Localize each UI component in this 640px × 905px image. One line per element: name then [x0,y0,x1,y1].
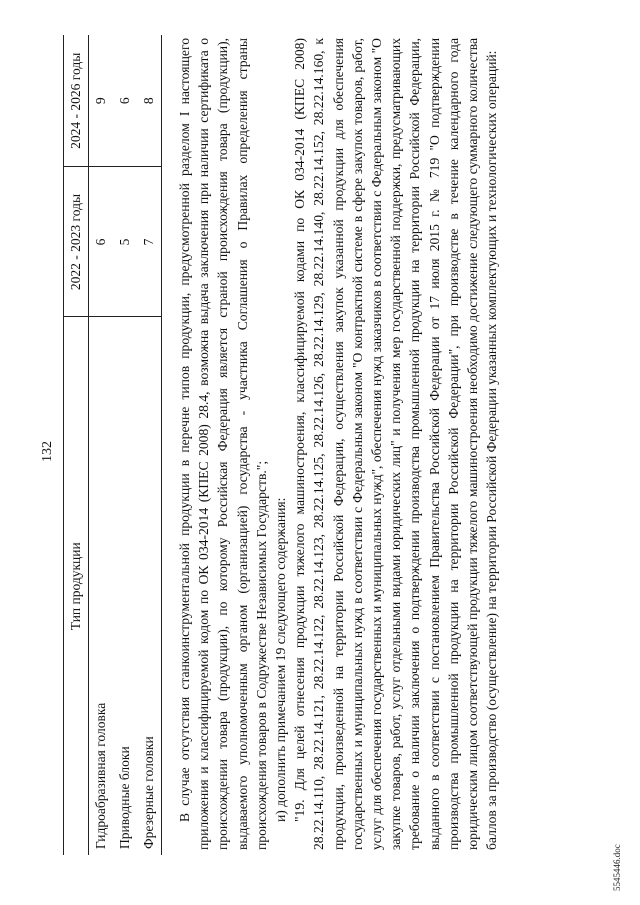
table-header-row [64,35,89,855]
score-2022-2023: 7 [137,167,162,317]
product-name: Фрезерные головки [137,317,162,855]
page-number: 132 [40,441,55,462]
header-2022-2023: 2022 - 2023 годы [64,167,89,317]
body-text [175,38,501,850]
paragraph-amendment: и) дополнить примечанием 19 следующего содержания: [273,497,289,822]
score-2024-2026: 8 [137,35,162,167]
products-table [63,35,162,855]
document-code: 5545446.doc [612,844,622,891]
score-2024-2026: 6 [113,35,137,167]
score-2022-2023: 5 [113,167,137,317]
table-row [137,35,162,855]
header-2024-2026: 2024 - 2026 годы [64,35,89,167]
paragraph-certificate-note: В случае отсутствия станкоинструментальной продукции в перечне типов продукции, предусмотренной разделом I настоящего приложения и классифицируемой кодом по ОК 034-2014 (КПЕС 2008) 28.4, возможна выдача заключения при наличии сертификата о происхождении товара (продукции), по которому Российская Федерация является страной происхождения товара (продукции), выдаваемого уполномоченным органом (организацией) государства - участника Соглашения о Правилах определения страны происхождения товаров в Содружестве Независимых Государств."; [177,38,269,850]
table-row [113,35,137,855]
header-product-type: Тип продукции [64,317,89,855]
score-2022-2023: 6 [89,167,114,317]
product-name: Гидроабразивная головка [93,702,108,849]
paragraph-note-19: "19. Для целей отнесения продукции тяжелого машиностроения, классифицируемой кодами по ОК 034-2014 (КПЕС 2008) 28.22.14.110, 28.22.14.121, 28.22.14.122, 28.22.14.123, 28.22.14.125, 28.22.14.126, 28.22.14.129, 28.22.14.140, 28.22.14.152, 28.22.14.160, к продукции, произведенной на территории Российской Федерации, осуществления закупок указанной продукции для обеспечения государственных и муниципальных нужд в соответствии с Федеральным законом "О контрактной системе в сфере закупок товаров, работ, услуг для обеспечения государственных и муниципальных нужд", обеспечения нужд заказчиков в соответствии с Федеральным законом "О закупке товаров, работ, услуг отдельными видами юридических лиц" и получения мер государственной поддержки, предусматривающих требование о наличии заключения о подтверждении производства промышленной продукции на территории Российской Федерации, выданного в соответствии с постановлением Правительства Российской Федерации от 17 июля 2015 г. № 719 "О подтверждении производства промышленной продукции на территории Российской Федерации", при производстве в течение календарного года юридическим лицом соответствующей продукции тяжелого машиностроения необходимо достижение следующего суммарного количества баллов за производство (осуществление) на территории Российской Федерации указанных комплектующих и технологических операций: [292,38,500,850]
score-2024-2026: 9 [89,35,114,167]
table-row [89,35,114,855]
product-name: Приводные блоки [117,746,132,849]
